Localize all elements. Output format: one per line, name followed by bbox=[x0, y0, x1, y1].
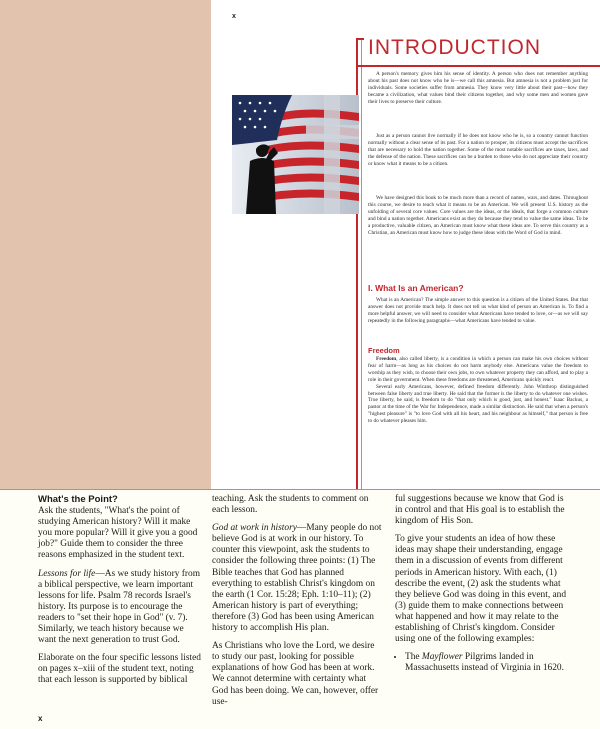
intro-paragraph-2: Just as a person cannot live normally if he does not know who he is, so a country cannot function normally without a clear sense of its past. For a nation to prosper, its citizens must accept the sacrifices that are necessary to hold the nation together. Some of the most notable sacrifices are taxes, laws, and the defense of the nation. These sacrifices can be a burden to those who do not appreciate their country or know what it means to be a citizen. bbox=[368, 133, 588, 167]
example-item-1-pre: The bbox=[405, 652, 422, 663]
freedom-term: Freedom bbox=[376, 356, 397, 362]
col3-paragraph-2: To give your students an idea of how these ideas may shape their understanding, engage them in a discussion of events from different periods in American history. With each, (1) describe the event, (2) ask the students what they believe God was doing in this event, and (3) guide them to make connections between what happened and how it may relate to the establishing of Christ's kingdom. Consider using one of the following examples: bbox=[395, 534, 567, 645]
col2-paragraph-1: teaching. Ask the students to comment on each lesson. bbox=[212, 494, 369, 516]
freedom-subheading: Freedom bbox=[368, 346, 400, 355]
section-paragraph-block bbox=[368, 297, 588, 325]
col1-paragraph-3: Elaborate on the four specific lessons listed on pages x–xiii of the student text, noting that each lesson is supported by biblical bbox=[38, 653, 201, 686]
intro-paragraph-2-block bbox=[368, 133, 588, 168]
intro-paragraph-3: We have designed this book to be much more than a record of names, wars, and dates. Throughout this course, we desire to teach what it means to be an American. We will present U.S. history as the unfolding of several core values. Core values are the ideas, or the ideals, that forge a common culture and bind a nation together. Americans exist as they do because they tend to value the same ideas. To be a productive, valuable citizen, an American must know what these ideas are. To serve this country as a Christian, an American must know how to judge these ideas with the Word of God in mind. bbox=[368, 195, 588, 236]
teacher-notes-column-1 bbox=[38, 494, 201, 694]
freedom-paragraph-1-text: , also called liberty, is a condition in which a person can make his own choices without fear of harm—as long as his choices do not harm anybody else. Americans value the freedom to worship as they wish, to choose their own jobs, to own whatever property they can afford, and to play a role in their government. When these freedoms are threatened, Americans quickly react. bbox=[368, 356, 588, 383]
page-title: INTRODUCTION bbox=[368, 36, 541, 59]
teacher-notes-column-3 bbox=[395, 494, 567, 674]
freedom-block bbox=[368, 356, 588, 425]
section-divider bbox=[0, 489, 600, 490]
col1-paragraph-1: Ask the students, "What's the point of studying American history? Will it make you more popular? Will it give you a good job?" Guide them to consider the three reasons emphasized in the student text. bbox=[38, 506, 198, 561]
red-vertical-rule-thin bbox=[361, 40, 362, 489]
god-at-work-lead: God at work in history bbox=[212, 523, 297, 534]
teacher-notes-column-2 bbox=[212, 494, 382, 715]
col1-paragraph-2-text: —As we study history from a biblical perspective, we learn important lessons for life. Psalm 78 records Israel's history. Its purpose is to encourage the readers to "set their hope in God" (v. 7). Similarly, we teach history because we want the next generation to trust God. bbox=[38, 568, 200, 646]
col3-paragraph-1: ful suggestions because we know that God is in control and that His goal is to establish the kingdom of His Son. bbox=[395, 494, 565, 527]
intro-paragraph-1: A person's memory gives him his sense of identity. A person who does not remember anything about his past does not know who he is—we call this amnesia. But amnesia is not a problem just for individuals. Some societies suffer from amnesia. They know very little about their past—how they became a civilization, what values bind their citizens together, and why some men and women gave their lives to preserve their culture. bbox=[368, 71, 588, 105]
teacher-notes-heading: What's the Point? bbox=[38, 494, 118, 505]
col2-paragraph-2 bbox=[212, 523, 382, 634]
example-item-1 bbox=[405, 652, 567, 674]
section-paragraph: What is an American? The simple answer to this question is a citizen of the United States. But that answer does not provide much help. It does not tell us what kind of person an American is. To find a more helpful answer, we will need to consider what Americans have tended to love, or—as we will say repeatedly in the following paragraphs—what Americans have tended to value. bbox=[368, 297, 588, 324]
flag-salute-photo bbox=[232, 95, 359, 214]
col2-paragraph-2-text: —Many people do not believe God is at work in our history. To counter this viewpoint, ask the students to consider the following three points: (1) The Bible teaches that God has planned everything to establish Christ's kingdom on the earth (1 Cor. 15:28; Eph. 1:10–11); (2) American history is part of everything; therefore (3) God has been using American history to accomplish His plan. bbox=[212, 523, 382, 634]
examples-list bbox=[395, 652, 567, 674]
freedom-paragraph-1 bbox=[368, 356, 588, 384]
flag-salute-image bbox=[232, 95, 359, 214]
page-number-top: x bbox=[232, 13, 236, 20]
intro-paragraph-1-block bbox=[368, 71, 588, 106]
mayflower-italic: Mayflower bbox=[421, 652, 463, 663]
freedom-paragraph-2: Several early Americans, however, defined freedom differently. John Winthrop distinguished between false liberty and true liberty. He said that the former is the liberty to do whatever one wishes. True liberty, he said, is freedom to do "that only which is good, just, and honest." Isaac Backus, a pastor at the time of the War for Independence, made a similar distinction. He said that when a person's "highest pleasure" is "to love God with all his heart, and his neighbour as himself," that person is free to do whatever pleases him. bbox=[368, 383, 588, 425]
tan-side-panel bbox=[0, 0, 211, 489]
intro-paragraph-3-block bbox=[368, 195, 588, 236]
col1-paragraph-2 bbox=[38, 569, 201, 647]
section-heading: I. What Is an American? bbox=[368, 283, 464, 293]
page-number-bottom: x bbox=[38, 714, 43, 723]
example-item-1-text: Pilgrims landed in Massachusetts instead of Virginia in 1620. bbox=[405, 652, 564, 674]
col2-paragraph-3: As Christians who love the Lord, we desire to study our past, looking for possible explanations of how God has been at work. We cannot determine with certainty what God has been doing. We can, however, offer use- bbox=[212, 641, 379, 707]
lessons-for-life-lead: Lessons for life bbox=[38, 568, 96, 579]
red-title-underline bbox=[356, 65, 600, 67]
